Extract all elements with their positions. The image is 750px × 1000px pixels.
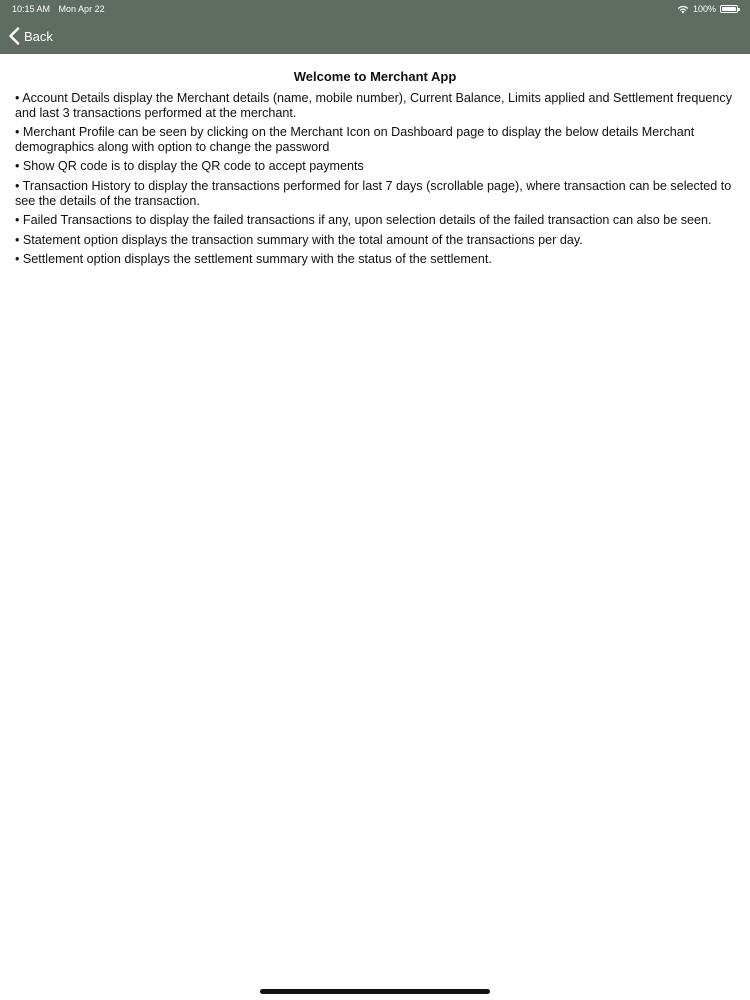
feature-list — [15, 91, 735, 267]
navigation-bar — [0, 18, 750, 54]
back-button[interactable] — [8, 24, 53, 48]
battery-percent: 100% — [692, 4, 716, 14]
status-right — [677, 0, 738, 18]
wifi-icon — [677, 5, 689, 14]
status-date: Mon Apr 22 — [58, 4, 105, 14]
home-indicator[interactable] — [260, 989, 490, 994]
status-time: 10:15 AM — [12, 4, 51, 14]
back-label: Back — [24, 28, 53, 44]
main-content — [0, 54, 750, 272]
list-item: • Settlement option displays the settlement summary with the status of the settlement. — [15, 252, 492, 267]
list-item: • Show QR code is to display the QR code to accept payments — [15, 159, 364, 174]
page-title: Welcome to Merchant App — [293, 69, 457, 84]
header — [0, 0, 750, 54]
list-item: • Merchant Profile can be seen by clicking on the Merchant Icon on Dashboard page to display the below details Merchant demographics along with option to change the password — [15, 125, 695, 154]
battery-icon — [720, 5, 738, 13]
list-item: • Failed Transactions to display the failed transactions if any, upon selection details of the failed transaction can also be seen. — [15, 213, 712, 228]
list-item: • Statement option displays the transaction summary with the total amount of the transactions per day. — [15, 232, 583, 247]
status-left — [12, 0, 111, 18]
status-bar — [0, 0, 750, 18]
list-item: • Transaction History to display the transactions performed for last 7 days (scrollable page), where transaction can be selected to see the details of the transaction. — [15, 178, 732, 208]
chevron-left-icon — [8, 27, 20, 45]
list-item: • Account Details display the Merchant details (name, mobile number), Current Balance, Limits applied and Settlement frequency and last 3 transactions performed at the merchant. — [15, 91, 733, 120]
